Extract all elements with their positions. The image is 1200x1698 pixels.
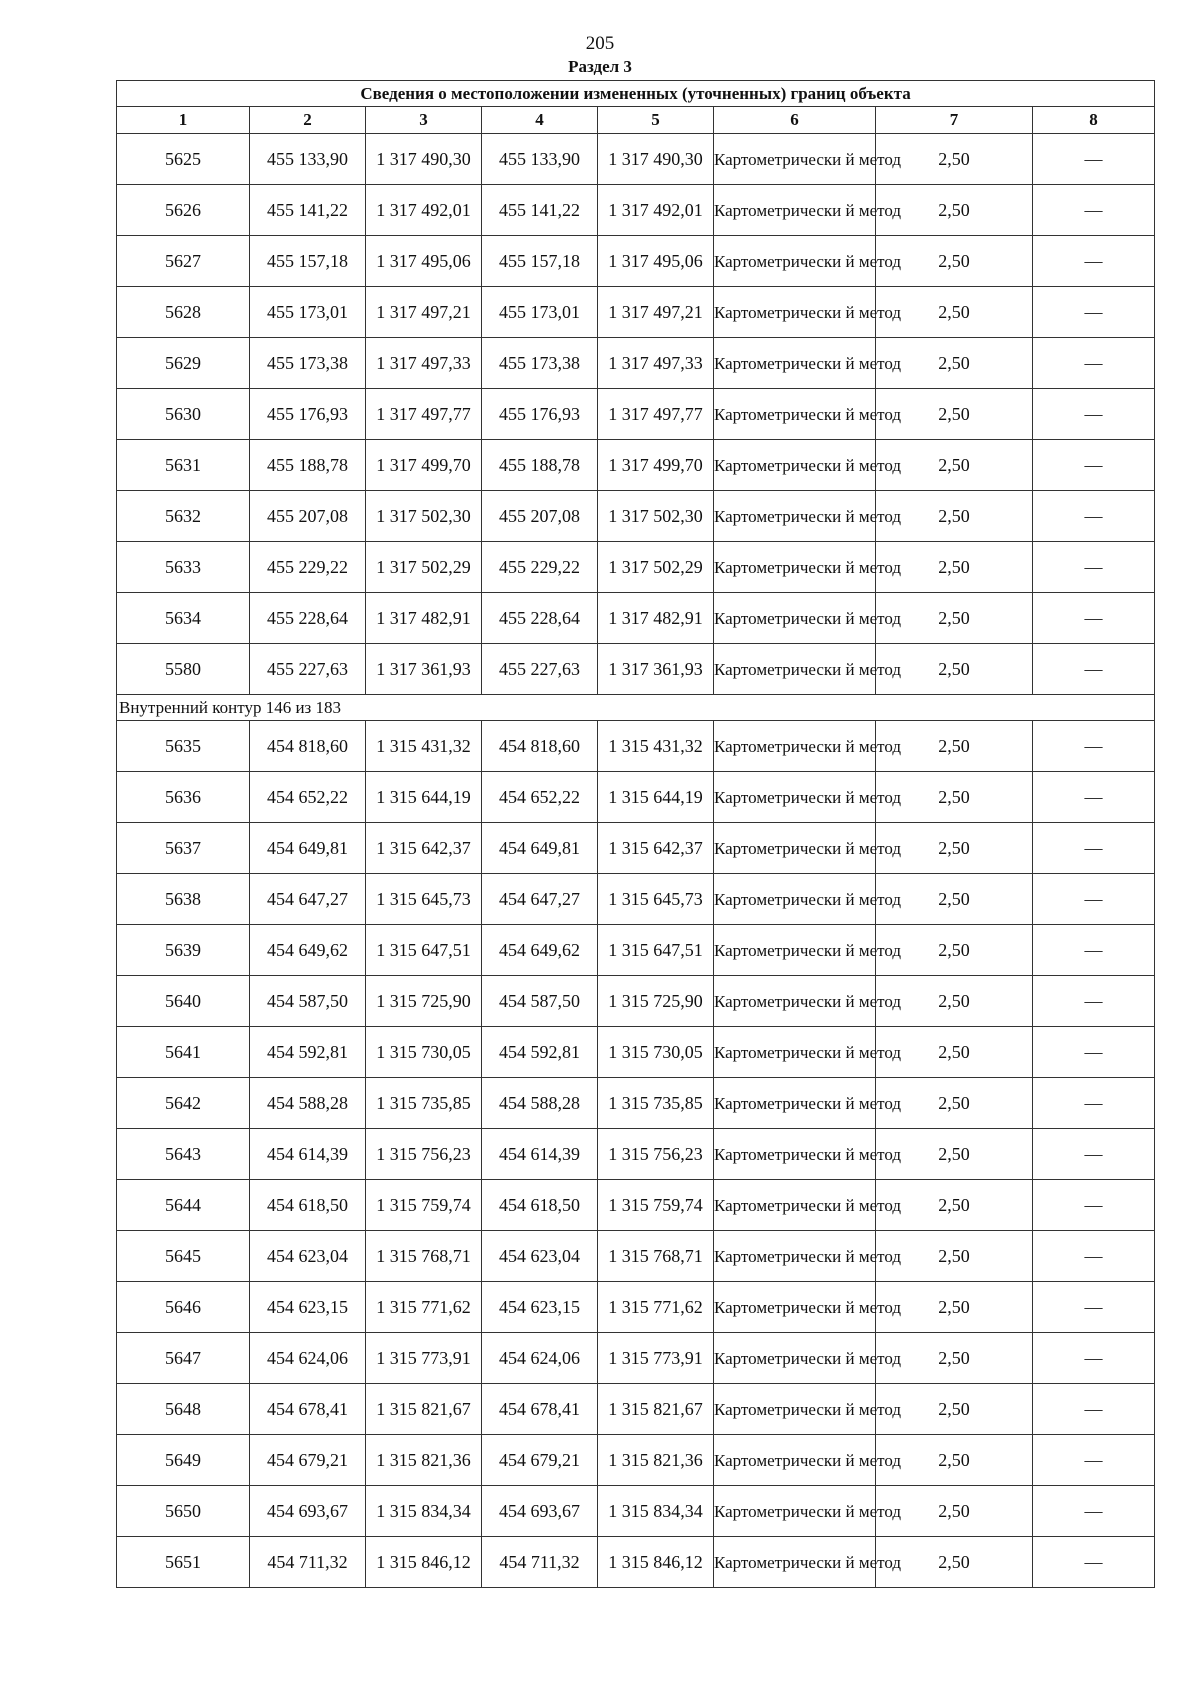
description-cell: — — [1033, 772, 1155, 823]
accuracy-cell: 2,50 — [876, 1129, 1033, 1180]
table-row — [117, 440, 1155, 491]
old-y-cell: 1 317 502,30 — [366, 491, 482, 542]
new-y-cell: 1 317 497,77 — [598, 389, 714, 440]
new-y-cell: 1 315 846,12 — [598, 1537, 714, 1588]
accuracy-cell: 2,50 — [876, 1537, 1033, 1588]
accuracy-cell: 2,50 — [876, 1486, 1033, 1537]
method-cell: Картометрически й метод — [714, 1486, 876, 1537]
table-caption: Сведения о местоположении измененных (уточненных) границ объекта — [117, 81, 1155, 107]
old-y-cell: 1 317 482,91 — [366, 593, 482, 644]
method-cell: Картометрически й метод — [714, 1180, 876, 1231]
new-y-cell: 1 315 647,51 — [598, 925, 714, 976]
new-y-cell: 1 317 495,06 — [598, 236, 714, 287]
method-cell: Картометрически й метод — [714, 1537, 876, 1588]
old-y-cell: 1 317 502,29 — [366, 542, 482, 593]
old-x-cell: 454 649,81 — [250, 823, 366, 874]
new-y-cell: 1 315 821,67 — [598, 1384, 714, 1435]
column-number-row — [117, 107, 1155, 134]
old-y-cell: 1 315 756,23 — [366, 1129, 482, 1180]
table-row — [117, 1282, 1155, 1333]
table-row — [117, 1027, 1155, 1078]
point-number-cell: 5648 — [117, 1384, 250, 1435]
method-cell: Картометрически й метод — [714, 644, 876, 695]
new-x-cell: 455 207,08 — [482, 491, 598, 542]
table-row — [117, 1486, 1155, 1537]
table-row — [117, 1180, 1155, 1231]
old-x-cell: 455 173,01 — [250, 287, 366, 338]
old-x-cell: 454 614,39 — [250, 1129, 366, 1180]
method-cell: Картометрически й метод — [714, 721, 876, 772]
new-y-cell: 1 317 492,01 — [598, 185, 714, 236]
point-number-cell: 5642 — [117, 1078, 250, 1129]
description-cell: — — [1033, 338, 1155, 389]
new-x-cell: 455 227,63 — [482, 644, 598, 695]
table-row — [117, 721, 1155, 772]
column-number: 2 — [250, 107, 366, 134]
description-cell: — — [1033, 925, 1155, 976]
accuracy-cell: 2,50 — [876, 1282, 1033, 1333]
new-x-cell: 454 818,60 — [482, 721, 598, 772]
new-y-cell: 1 315 821,36 — [598, 1435, 714, 1486]
column-number: 6 — [714, 107, 876, 134]
point-number-cell: 5643 — [117, 1129, 250, 1180]
old-x-cell: 455 173,38 — [250, 338, 366, 389]
method-cell: Картометрически й метод — [714, 925, 876, 976]
point-number-cell: 5639 — [117, 925, 250, 976]
old-y-cell: 1 315 642,37 — [366, 823, 482, 874]
method-cell: Картометрически й метод — [714, 338, 876, 389]
description-cell: — — [1033, 542, 1155, 593]
description-cell: — — [1033, 440, 1155, 491]
old-y-cell: 1 317 495,06 — [366, 236, 482, 287]
table-row — [117, 185, 1155, 236]
accuracy-cell: 2,50 — [876, 338, 1033, 389]
method-cell: Картометрически й метод — [714, 236, 876, 287]
new-y-cell: 1 315 735,85 — [598, 1078, 714, 1129]
new-x-cell: 455 173,01 — [482, 287, 598, 338]
point-number-cell: 5632 — [117, 491, 250, 542]
point-number-cell: 5625 — [117, 134, 250, 185]
accuracy-cell: 2,50 — [876, 440, 1033, 491]
method-cell: Картометрически й метод — [714, 1333, 876, 1384]
point-number-cell: 5649 — [117, 1435, 250, 1486]
new-x-cell: 455 133,90 — [482, 134, 598, 185]
accuracy-cell: 2,50 — [876, 1180, 1033, 1231]
point-number-cell: 5633 — [117, 542, 250, 593]
new-y-cell: 1 315 725,90 — [598, 976, 714, 1027]
description-cell: — — [1033, 644, 1155, 695]
method-cell: Картометрически й метод — [714, 1231, 876, 1282]
accuracy-cell: 2,50 — [876, 721, 1033, 772]
point-number-cell: 5637 — [117, 823, 250, 874]
old-x-cell: 454 588,28 — [250, 1078, 366, 1129]
table-body — [117, 134, 1155, 1588]
old-y-cell: 1 315 821,67 — [366, 1384, 482, 1435]
new-y-cell: 1 317 361,93 — [598, 644, 714, 695]
new-y-cell: 1 315 730,05 — [598, 1027, 714, 1078]
table-row — [117, 1435, 1155, 1486]
point-number-cell: 5580 — [117, 644, 250, 695]
old-x-cell: 455 207,08 — [250, 491, 366, 542]
old-y-cell: 1 317 497,21 — [366, 287, 482, 338]
old-y-cell: 1 315 644,19 — [366, 772, 482, 823]
new-y-cell: 1 315 773,91 — [598, 1333, 714, 1384]
new-x-cell: 454 647,27 — [482, 874, 598, 925]
old-y-cell: 1 315 834,34 — [366, 1486, 482, 1537]
point-number-cell: 5650 — [117, 1486, 250, 1537]
description-cell: — — [1033, 823, 1155, 874]
new-x-cell: 454 711,32 — [482, 1537, 598, 1588]
accuracy-cell: 2,50 — [876, 1027, 1033, 1078]
new-y-cell: 1 317 499,70 — [598, 440, 714, 491]
new-y-cell: 1 315 645,73 — [598, 874, 714, 925]
column-number: 4 — [482, 107, 598, 134]
old-x-cell: 455 228,64 — [250, 593, 366, 644]
old-x-cell: 454 649,62 — [250, 925, 366, 976]
method-cell: Картометрически й метод — [714, 593, 876, 644]
new-x-cell: 454 592,81 — [482, 1027, 598, 1078]
old-x-cell: 455 157,18 — [250, 236, 366, 287]
description-cell: — — [1033, 721, 1155, 772]
accuracy-cell: 2,50 — [876, 134, 1033, 185]
accuracy-cell: 2,50 — [876, 491, 1033, 542]
old-x-cell: 454 647,27 — [250, 874, 366, 925]
point-number-cell: 5636 — [117, 772, 250, 823]
accuracy-cell: 2,50 — [876, 236, 1033, 287]
table-row — [117, 1129, 1155, 1180]
old-y-cell: 1 317 492,01 — [366, 185, 482, 236]
old-y-cell: 1 315 735,85 — [366, 1078, 482, 1129]
old-x-cell: 455 188,78 — [250, 440, 366, 491]
new-y-cell: 1 315 768,71 — [598, 1231, 714, 1282]
table-row — [117, 874, 1155, 925]
new-x-cell: 455 188,78 — [482, 440, 598, 491]
table-row — [117, 491, 1155, 542]
old-x-cell: 455 141,22 — [250, 185, 366, 236]
description-cell: — — [1033, 1435, 1155, 1486]
old-x-cell: 454 592,81 — [250, 1027, 366, 1078]
point-number-cell: 5634 — [117, 593, 250, 644]
description-cell: — — [1033, 1129, 1155, 1180]
old-y-cell: 1 315 768,71 — [366, 1231, 482, 1282]
old-y-cell: 1 317 497,77 — [366, 389, 482, 440]
method-cell: Картометрически й метод — [714, 491, 876, 542]
table-row — [117, 1231, 1155, 1282]
old-x-cell: 454 623,15 — [250, 1282, 366, 1333]
old-x-cell: 454 711,32 — [250, 1537, 366, 1588]
method-cell: Картометрически й метод — [714, 185, 876, 236]
new-x-cell: 455 157,18 — [482, 236, 598, 287]
description-cell: — — [1033, 185, 1155, 236]
new-y-cell: 1 315 431,32 — [598, 721, 714, 772]
new-x-cell: 454 624,06 — [482, 1333, 598, 1384]
new-y-cell: 1 315 759,74 — [598, 1180, 714, 1231]
description-cell: — — [1033, 1231, 1155, 1282]
description-cell: — — [1033, 134, 1155, 185]
method-cell: Картометрически й метод — [714, 1078, 876, 1129]
old-x-cell: 454 587,50 — [250, 976, 366, 1027]
new-x-cell: 454 693,67 — [482, 1486, 598, 1537]
description-cell: — — [1033, 287, 1155, 338]
table-row — [117, 823, 1155, 874]
description-cell: — — [1033, 874, 1155, 925]
section-title: Раздел 3 — [568, 57, 632, 76]
accuracy-cell: 2,50 — [876, 287, 1033, 338]
column-number: 5 — [598, 107, 714, 134]
description-cell: — — [1033, 593, 1155, 644]
new-y-cell: 1 317 490,30 — [598, 134, 714, 185]
table-row — [117, 593, 1155, 644]
point-number-cell: 5641 — [117, 1027, 250, 1078]
old-x-cell: 454 624,06 — [250, 1333, 366, 1384]
description-cell: — — [1033, 1537, 1155, 1588]
description-cell: — — [1033, 236, 1155, 287]
accuracy-cell: 2,50 — [876, 1435, 1033, 1486]
new-y-cell: 1 315 756,23 — [598, 1129, 714, 1180]
boundary-coordinates-table — [116, 80, 1155, 1588]
description-cell: — — [1033, 1282, 1155, 1333]
old-x-cell: 455 229,22 — [250, 542, 366, 593]
new-x-cell: 454 623,15 — [482, 1282, 598, 1333]
accuracy-cell: 2,50 — [876, 823, 1033, 874]
point-number-cell: 5629 — [117, 338, 250, 389]
old-y-cell: 1 315 771,62 — [366, 1282, 482, 1333]
old-x-cell: 454 818,60 — [250, 721, 366, 772]
old-x-cell: 455 133,90 — [250, 134, 366, 185]
new-x-cell: 455 229,22 — [482, 542, 598, 593]
new-x-cell: 454 618,50 — [482, 1180, 598, 1231]
description-cell: — — [1033, 1078, 1155, 1129]
new-x-cell: 454 588,28 — [482, 1078, 598, 1129]
new-x-cell: 454 587,50 — [482, 976, 598, 1027]
accuracy-cell: 2,50 — [876, 1231, 1033, 1282]
table-row — [117, 1384, 1155, 1435]
point-number-cell: 5645 — [117, 1231, 250, 1282]
old-y-cell: 1 315 647,51 — [366, 925, 482, 976]
method-cell: Картометрически й метод — [714, 287, 876, 338]
point-number-cell: 5640 — [117, 976, 250, 1027]
old-y-cell: 1 317 490,30 — [366, 134, 482, 185]
old-y-cell: 1 315 773,91 — [366, 1333, 482, 1384]
new-y-cell: 1 315 771,62 — [598, 1282, 714, 1333]
old-x-cell: 454 618,50 — [250, 1180, 366, 1231]
old-y-cell: 1 315 759,74 — [366, 1180, 482, 1231]
method-cell: Картометрически й метод — [714, 874, 876, 925]
point-number-cell: 5644 — [117, 1180, 250, 1231]
table-row — [117, 925, 1155, 976]
accuracy-cell: 2,50 — [876, 644, 1033, 695]
new-x-cell: 454 649,62 — [482, 925, 598, 976]
description-cell: — — [1033, 1486, 1155, 1537]
accuracy-cell: 2,50 — [876, 542, 1033, 593]
new-x-cell: 454 614,39 — [482, 1129, 598, 1180]
column-number: 7 — [876, 107, 1033, 134]
table-row — [117, 389, 1155, 440]
method-cell: Картометрически й метод — [714, 1282, 876, 1333]
old-y-cell: 1 315 431,32 — [366, 721, 482, 772]
method-cell: Картометрически й метод — [714, 976, 876, 1027]
new-y-cell: 1 315 642,37 — [598, 823, 714, 874]
table-row — [117, 644, 1155, 695]
accuracy-cell: 2,50 — [876, 874, 1033, 925]
new-y-cell: 1 315 644,19 — [598, 772, 714, 823]
old-y-cell: 1 315 821,36 — [366, 1435, 482, 1486]
description-cell: — — [1033, 1180, 1155, 1231]
new-x-cell: 454 652,22 — [482, 772, 598, 823]
new-x-cell: 455 228,64 — [482, 593, 598, 644]
old-x-cell: 455 227,63 — [250, 644, 366, 695]
new-y-cell: 1 315 834,34 — [598, 1486, 714, 1537]
point-number-cell: 5646 — [117, 1282, 250, 1333]
method-cell: Картометрически й метод — [714, 1129, 876, 1180]
new-y-cell: 1 317 497,21 — [598, 287, 714, 338]
old-x-cell: 454 623,04 — [250, 1231, 366, 1282]
table-row — [117, 287, 1155, 338]
method-cell: Картометрически й метод — [714, 1384, 876, 1435]
point-number-cell: 5628 — [117, 287, 250, 338]
old-x-cell: 454 652,22 — [250, 772, 366, 823]
new-y-cell: 1 317 482,91 — [598, 593, 714, 644]
table-row — [117, 134, 1155, 185]
table-row — [117, 236, 1155, 287]
description-cell: — — [1033, 491, 1155, 542]
point-number-cell: 5638 — [117, 874, 250, 925]
method-cell: Картометрически й метод — [714, 542, 876, 593]
table-row — [117, 542, 1155, 593]
new-y-cell: 1 317 497,33 — [598, 338, 714, 389]
old-y-cell: 1 317 361,93 — [366, 644, 482, 695]
new-x-cell: 454 678,41 — [482, 1384, 598, 1435]
method-cell: Картометрически й метод — [714, 1027, 876, 1078]
new-y-cell: 1 317 502,30 — [598, 491, 714, 542]
old-y-cell: 1 315 846,12 — [366, 1537, 482, 1588]
point-number-cell: 5631 — [117, 440, 250, 491]
old-y-cell: 1 315 725,90 — [366, 976, 482, 1027]
new-x-cell: 454 679,21 — [482, 1435, 598, 1486]
description-cell: — — [1033, 1384, 1155, 1435]
old-y-cell: 1 315 645,73 — [366, 874, 482, 925]
new-x-cell: 455 173,38 — [482, 338, 598, 389]
new-x-cell: 455 141,22 — [482, 185, 598, 236]
method-cell: Картометрически й метод — [714, 823, 876, 874]
old-x-cell: 454 693,67 — [250, 1486, 366, 1537]
description-cell: — — [1033, 1333, 1155, 1384]
old-y-cell: 1 317 497,33 — [366, 338, 482, 389]
method-cell: Картометрически й метод — [714, 440, 876, 491]
accuracy-cell: 2,50 — [876, 925, 1033, 976]
column-number: 3 — [366, 107, 482, 134]
point-number-cell: 5647 — [117, 1333, 250, 1384]
old-y-cell: 1 317 499,70 — [366, 440, 482, 491]
accuracy-cell: 2,50 — [876, 389, 1033, 440]
accuracy-cell: 2,50 — [876, 1333, 1033, 1384]
new-x-cell: 454 623,04 — [482, 1231, 598, 1282]
contour-label-row — [117, 695, 1155, 721]
accuracy-cell: 2,50 — [876, 185, 1033, 236]
description-cell: — — [1033, 1027, 1155, 1078]
accuracy-cell: 2,50 — [876, 1384, 1033, 1435]
page-number: 205 — [585, 33, 615, 54]
new-x-cell: 455 176,93 — [482, 389, 598, 440]
point-number-cell: 5626 — [117, 185, 250, 236]
point-number-cell: 5635 — [117, 721, 250, 772]
new-x-cell: 454 649,81 — [482, 823, 598, 874]
accuracy-cell: 2,50 — [876, 593, 1033, 644]
table-row — [117, 338, 1155, 389]
new-y-cell: 1 317 502,29 — [598, 542, 714, 593]
accuracy-cell: 2,50 — [876, 1078, 1033, 1129]
accuracy-cell: 2,50 — [876, 976, 1033, 1027]
table-row — [117, 1078, 1155, 1129]
old-x-cell: 454 679,21 — [250, 1435, 366, 1486]
old-x-cell: 454 678,41 — [250, 1384, 366, 1435]
table-row — [117, 1333, 1155, 1384]
method-cell: Картометрически й метод — [714, 134, 876, 185]
old-x-cell: 455 176,93 — [250, 389, 366, 440]
column-number: 8 — [1033, 107, 1155, 134]
description-cell: — — [1033, 976, 1155, 1027]
contour-label: Внутренний контур 146 из 183 — [117, 695, 1155, 721]
column-number: 1 — [117, 107, 250, 134]
table-row — [117, 1537, 1155, 1588]
table-row — [117, 976, 1155, 1027]
table-row — [117, 772, 1155, 823]
point-number-cell: 5651 — [117, 1537, 250, 1588]
description-cell: — — [1033, 389, 1155, 440]
method-cell: Картометрически й метод — [714, 772, 876, 823]
accuracy-cell: 2,50 — [876, 772, 1033, 823]
old-y-cell: 1 315 730,05 — [366, 1027, 482, 1078]
method-cell: Картометрически й метод — [714, 1435, 876, 1486]
point-number-cell: 5627 — [117, 236, 250, 287]
method-cell: Картометрически й метод — [714, 389, 876, 440]
point-number-cell: 5630 — [117, 389, 250, 440]
